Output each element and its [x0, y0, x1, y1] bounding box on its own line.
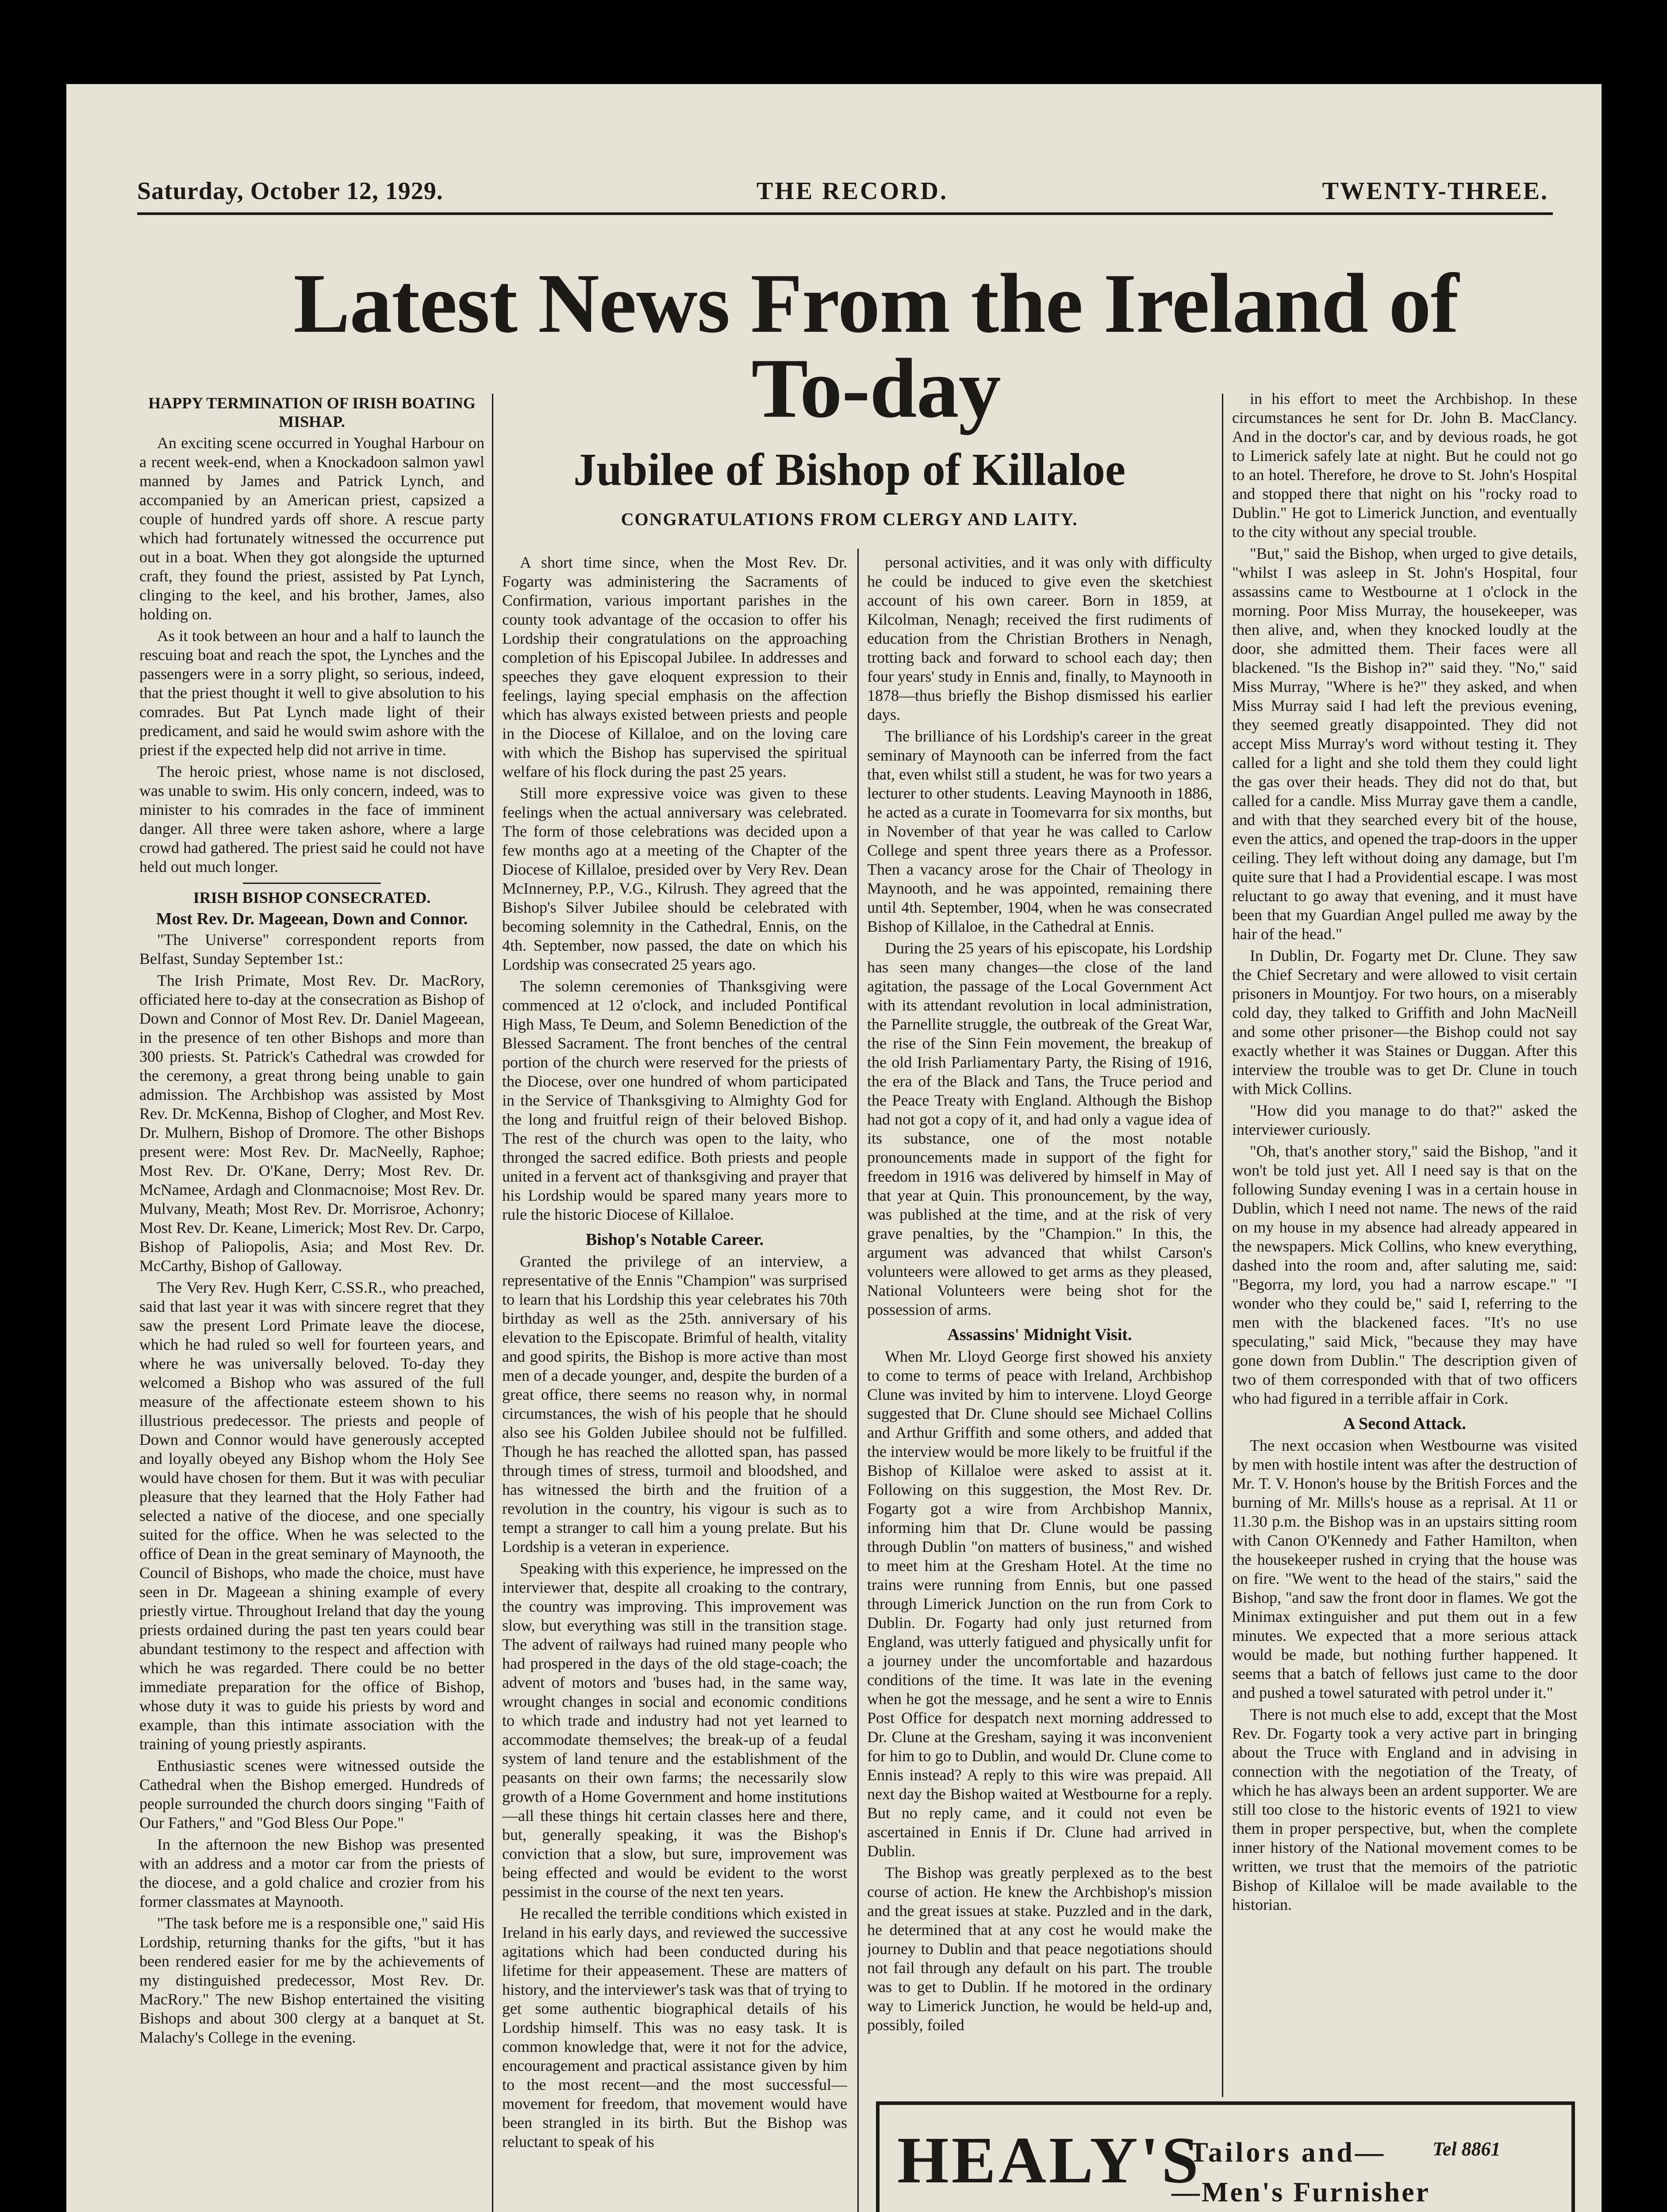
jubilee-paragraph: There is not much else to add, except that the Most Rev. Dr. Fogarty took a very active part in bringing about the Truce with England and in advising in connection with the negotiation of the Treaty, of which he has always been an ardent supporter. We are still too close to the historic events of 1921 to view them in proper perspective, but, when the complete inner history of the National movement comes to be written, we trust that the memoirs of the patriotic Bishop of Killaloe will be made available to the historian. [1232, 1705, 1577, 1913]
jubilee-paragraph: When Mr. Lloyd George first showed his anxiety to come to terms of peace with Ireland, Archbishop Clune was invited by him to intervene. Lloyd George suggested that Dr. Clune should see Michael Collins and Arthur Griffith and some others, and added that the interview would be more likely to be fruitful if the Bishop of Killaloe were asked to assist at it. Following on this suggestion, the Most Rev. Dr. Fogarty got a wire from Archbishop Mannix, informing him that Dr. Clune would be passing through Dublin "on matters of business," and wished to meet him at the Gresham Hotel. At the time no trains were running from Ennis, but one passed through Limerick Junction on the run from Cork to Dublin. Dr. Fogarty had only just returned from England, was utterly fatigued and physically unfit for a journey under the uncomfortable and hazardous conditions of the time. It was late in the evening when he got the message, and he sent a wire to Ennis Post Office for despatch next morning addressed to Dr. Clune at the Gresham, saying it was inconvenient for him to go to Dublin, and would Dr. Clune come to Ennis instead? A reply to this wire was prepaid. All next day the Bishop waited at Westbourne for a reply. But no reply came, and it could not even be ascertained in Ennis if Dr. Clune had arrived in Dublin. [867, 1348, 1212, 1860]
mishap-heading: HAPPY TERMINATION OF IRISH BOATING MISHAP. [148, 394, 476, 430]
healys-advertisement [876, 2101, 1575, 2212]
jubilee-paragraph: The brilliance of his Lordship's career in the great seminary of Maynooth can be inferred from the fact that, even whilst still a student, he was for two years a lecturer to other students. Leaving Maynooth in 1886, he acted as a curate in Toomevarra for six months, but in November of that year he was called to Carlow College and spent three years there as a Professor. Then a vacancy arose for the Chair of Theology in Maynooth, and he was appointed, remaining there until 4th. September, 1904, when he was consecrated Bishop of Killaloe, in the Cathedral at Ennis. [867, 727, 1212, 935]
header-rule [137, 212, 1553, 215]
jubilee-paragraph: The Bishop was greatly perplexed as to the best course of action. He knew the Archbishop's mission and the great issues at stake. Puzzled and in the dark, he determined that at any cost he would make the journey to Dublin and that peace negotiations should not fail through any default on his part. The trouble was to get to Dublin. If he motored in the ordinary way to Limerick Junction, he would be held-up and, possibly, foiled [867, 1864, 1212, 2034]
consecrated-paragraph: The Irish Primate, Most Rev. Dr. MacRory, officiated here to-day at the consecration as Bishop of Down and Connor of Most Rev. Dr. Daniel Mageean, in the presence of ten other Bishops and more than 300 priests. St. Patrick's Cathedral was crowded for the ceremony, a great throng being unable to gain admission. The Archbishop was assisted by Most Rev. Dr. McKenna, Bishop of Clogher, and Most Rev. Dr. Mulhern, Bishop of Dromore. The other Bishops present were: Most Rev. Dr. MacNeelly, Raphoe; Most Rev. Dr. O'Kane, Derry; Most Rev. Dr. McNamee, Ardagh and Clonmacnoise; Most Rev. Dr. Mulvany, Meath; Most Rev. Dr. Morrisroe, Achonry; Most Rev. Dr. Keane, Limerick; Most Rev. Dr. Carpo, Bishop of Paliopolis, Asia; and Most Rev. Dr. McCarthy, Bishop of Galloway. [139, 972, 484, 1275]
consecrated-subheading: Most Rev. Dr. Mageean, Down and Connor. [156, 910, 468, 928]
jubilee-paragraph: in his effort to meet the Archbishop. In these circumstances he sent for Dr. John B. MacClancy. And in the doctor's car, and by devious roads, he got to Limerick safely late at night. But he could not go to an hotel. Therefore, he drove to St. John's Hospital and stopped there that night on his "rocky road to Dublin." He got to Limerick Junction, and eventually to the city without any special trouble. [1232, 390, 1577, 541]
jubilee-paragraph: "Oh, that's another story," said the Bishop, "and it won't be told just yet. All I need say is that on the following Sunday evening I was in a certain house in Dublin, which I need not name. The news of the raid on my house in my absence had already appeared in the newspapers. Mick Collins, who knew everything, dashed into the room and, after saluting me, said: "Begorra, my lord, you had a narrow escape." "I wonder who they could be," said I, referring to the men with the blackened faces. "It's no use speculating," said Mick, "because they may have gone down from Dublin." The description given of two of them corresponded with that of two officers who had figured in a terrible affair in Cork. [1232, 1142, 1577, 1407]
column-2 [502, 553, 847, 2212]
consecrated-paragraph: Enthusiastic scenes were witnessed outside the Cathedral when the Bishop emerged. Hundreds of people surrounded the church doors singing "Faith of Our Fathers," and "God Bless Our Pope." [139, 1757, 484, 1832]
jubilee-paragraph: He recalled the terrible conditions which existed in Ireland in his early days, and reviewed the successive agitations which had been conducted during his lifetime for their appeasement. These are matters of history, and the interviewer's task was that of trying to get some authentic biographical details of his Lordship himself. This was no easy task. It is common knowledge that, were it not for the advice, encouragement and practical assistance given by him to the most recent—and the most successful—movement for freedom, that movement would have been strangled in its birth. But the Bishop was reluctant to speak of his [502, 1905, 847, 2151]
advert-line-furnisher: —Men's Furnisher [1172, 2176, 1430, 2208]
jubilee-paragraph: A short time since, when the Most Rev. Dr. Fogarty was administering the Sacraments of Confirmation, various important parishes in the county took advantage of the occasion to offer his Lordship their congratulations on the approaching completion of his Episcopal Jubilee. In addresses and speeches they gave eloquent expression to their feelings, laying special emphasis on the affection which has always existed between priests and people in the Diocese of Killaloe, and on the loving care with which the Bishop has supervised the spiritual welfare of his flock during the past 25 years. [502, 553, 847, 780]
article-separator [243, 883, 381, 884]
jubilee-paragraph: The next occasion when Westbourne was visited by men with hostile intent was after the destruction of Mr. T. V. Honon's house by the British Forces and the burning of Mr. Mills's house as a reprisal. At 11 or 11.30 p.m. the Bishop was in an upstairs sitting room with Canon O'Kennedy and Father Hamilton, when the housekeeper rushed in crying that the house was on fire. "We went to the head of the stairs," said the Bishop, "and saw the front door in flames. We got the Minimax extinguisher and put them out in a few minutes. We expected that a more serious attack would be made, but nothing further happened. It seems that a batch of fellows just came to the door and pushed a towel saturated with petrol under it." [1232, 1436, 1577, 1701]
column-4 [1232, 389, 1577, 2097]
masthead: THE RECORD. [757, 177, 948, 205]
advert-telephone: Tel 8861 [1433, 2138, 1501, 2160]
jubilee-subtitle: CONGRATULATIONS FROM CLERGY AND LAITY. [621, 509, 1078, 529]
mishap-paragraph: The heroic priest, whose name is not disclosed, was unable to swim. His only concern, indeed, was to minister to his comrades in the face of imminent danger. All three were taken ashore, where a large crowd had gathered. The priest said he could not have held out much longer. [139, 763, 484, 876]
jubilee-paragraph: "How did you manage to do that?" asked the interviewer curiously. [1232, 1102, 1577, 1138]
jubilee-paragraph: personal activities, and it was only with difficulty he could be induced to give even the sketchiest account of his own career. Born in 1859, at Kilcolman, Nenagh; received the first rudiments of education from the Christian Brothers in Nenagh, trotting back and forward to school each day; then four years' study in Ennis and, finally, to Maynooth in 1878—thus briefly the Bishop dismissed his earlier days. [867, 553, 1212, 723]
consecrated-paragraph: "The task before me is a responsible one," said His Lordship, returning thanks for the gifts, "but it has been rendered easier for me by the achievements of my distinguished predecessor, Most Rev. Dr. MacRory." The new Bishop entertained the visiting Bishops and about 300 clergy at a banquet at St. Malachy's College in the evening. [139, 1914, 484, 2046]
advert-line-tailors: Tailors and— [1189, 2136, 1386, 2168]
jubilee-paragraph: During the 25 years of his episcopate, his Lordship has seen many changes—the close of the land agitation, the passage of the Local Government Act with its attendant revolution in local administration, the Parnellite struggle, the outbreak of the Great War, the rise of the Sinn Fein movement, the breakup of the old Irish Parliamentary Party, the Rising of 1916, the era of the Black and Tans, the Truce period and the Peace Treaty with England. Although the Bishop had not got a copy of it, and had only a vague idea of its substance, one of the most notable pronouncements made in support of the fight for freedom in 1916 was delivered by himself in May of that year at Quin. This pronouncement, by the way, was published at the time, and at the risk of very grave penalties, by the "Champion." In this, the argument was advanced that whilst Carson's volunteers were allowed to get arms as they pleased, National Volunteers were being shot for the possession of arms. [867, 939, 1212, 1318]
advert-name: HEALY'S [897, 2124, 1201, 2197]
column-rule [857, 549, 859, 2212]
consecrated-paragraph: "The Universe" correspondent reports from Belfast, Sunday September 1st.: [139, 931, 484, 968]
jubilee-paragraph: Granted the privilege of an interview, a representative of the Ennis "Champion" was surprised to learn that his Lordship this year celebrates his 70th birthday as well as the 25th. anniversary of his elevation to the Episcopate. Brimful of health, vitality and good spirits, the Bishop is more active than most men of a decade younger, and, despite the burden of a great office, there seems no reason why, in normal circumstances, the wish of his people that he should also see his Golden Jubilee should not be fulfilled. Though he has reached the allotted span, has passed through times of stress, turmoil and bloodshed, and has witnessed the birth and the fruition of a revolution in the country, his vigour is such as to tempt a stranger to call him a young prelate. But his Lordship is a veteran in experience. [502, 1252, 847, 1555]
page-number: TWENTY-THREE. [1322, 177, 1548, 205]
jubilee-paragraph: Still more expressive voice was given to these feelings when the actual anniversary was celebrated. The form of those celebrations was decided upon a few months ago at a meeting of the Chapter of the Diocese of Killaloe, presided over by Very Rev. Dean McInnerney, P.P., V.G., Kilrush. They agreed that the Bishop's Silver Jubilee should be celebrated with becoming solemnity in the Cathedral, Ennis, on the 4th. September, now passed, the date on which his Lordship was consecrated 25 years ago. [502, 784, 847, 973]
mishap-paragraph: As it took between an hour and a half to launch the rescuing boat and reach the spot, the Lynches and the passengers were in a sorry plight, so serious, indeed, that the priest thought it well to give absolution to his comrades. But Pat Lynch made light of their predicament, and said he would swim ashore with the priest if the expected help did not arrive in time. [139, 627, 484, 759]
consecrated-paragraph: The Very Rev. Hugh Kerr, C.SS.R., who preached, said that last year it was with sincere regret that they saw the present Lord Primate leave the diocese, which he had ruled so well for fourteen years, and where he was universally beloved. To-day they welcomed a Bishop who was assured of the full measure of the affectionate esteem shown to his illustrious predecessor. The priests and people of Down and Connor would have generously accepted and loyally obeyed any Bishop whom the Holy See would have chosen for them. But it was with peculiar pleasure that they learned that the Holy Father had selected a native of the diocese, and one specially suited for the office. When he was selected to the office of Dean in the great seminary of Maynooth, the Council of Bishops, who made the choice, must have seen in Dr. Mageean a shining example of every priestly virtue. Throughout Ireland that day the young priests ordained during the past ten years could bear abundant testimony to the respect and affection with which he was regarded. There could be no better immediate preparation for the office of Bishop, whose duty it was to guide his priests by word and example, than this intimate association with the training of young priestly aspirants. [139, 1279, 484, 1753]
jubilee-paragraph: In Dublin, Dr. Fogarty met Dr. Clune. They saw the Chief Secretary and were allowed to visit certain prisoners in Mountjoy. For two hours, on a miserably cold day, they talked to Griffith and John MacNeill and some other prisoner—the Bishop could not say exactly whether it was Staines or Duggan. After this interview the trouble was to get Dr. Clune in touch with Mick Collins. [1232, 947, 1577, 1098]
jubilee-paragraph: "But," said the Bishop, when urged to give details, "whilst I was asleep in St. John's Hospital, four assassins came to Westbourne at 1 o'clock in the morning. Poor Miss Murray, the housekeeper, was then alive, and, when they knocked loudly at the door, she admitted them. Their faces were all blackened. "Is the Bishop in?" said they. "No," said Miss Murray, "Where is he?" they asked, and when Miss Murray said I had left the previous evening, they seemed greatly disappointed. They did not accept Miss Murray's word without testing it. They called for a light and she told them they could light the gas over their heads. They did not do that, but called for a candle. Miss Murray gave them a candle, and with that they searched every bit of the house, even the attics, and opened the trap-doors in the upper ceiling. They left without doing any damage, but I'm quite sure that I had a Providential escape. I was most reluctant to go away that evening, and it must have been that my Guardian Angel pulled me away by the hair of the head." [1232, 545, 1577, 943]
attack-heading: A Second Attack. [1343, 1414, 1466, 1433]
column-1 [139, 389, 484, 2212]
newspaper-page [66, 84, 1602, 2212]
consecrated-paragraph: In the afternoon the new Bishop was presented with an address and a motor car from the priests of the diocese, and a gold chalice and crozier from his former classmates at Maynooth. [139, 1836, 484, 1910]
jubilee-paragraph: Speaking with this experience, he impressed on the interviewer that, despite all croaking to the contrary, the country was improving. This improvement was slow, but everything was still in the transition stage. The advent of railways had ruined many people who had prospered in the days of the old stage-coach; the advent of motors and 'buses had, in the same way, wrought changes in social and economic conditions to which trade and industry had not yet learned to accommodate themselves; the break-up of a feudal system of land tenure and the establishment of the peasants on their own farms; the necessarily slow growth of a Home Government and home institutions—all these things hit certain classes here and there, but, generally speaking, it was the Bishop's conviction that a slow, but sure, improvement was being effected and would be evident to the worst pessimist in the course of the next ten years. [502, 1559, 847, 1901]
mishap-paragraph: An exciting scene occurred in Youghal Harbour on a recent week-end, when a Knockadoon salmon yawl manned by James and Patrick Lynch, and accompanied by an American priest, capsized a couple of hundred yards off shore. A rescue party which had fortunately witnessed the occurrence put out in a boat. When they got alongside the upturned craft, they found the priest, assisted by Pat Lynch, clinging to the keel, and his brother, James, also holding on. [139, 434, 484, 623]
column-rule [492, 394, 493, 2212]
career-heading: Bishop's Notable Career. [585, 1230, 764, 1249]
column-rule [1222, 394, 1223, 2097]
issue-date: Saturday, October 12, 1929. [137, 177, 443, 205]
jubilee-paragraph: The solemn ceremonies of Thanksgiving were commenced at 12 o'clock, and included Pontifical High Mass, Te Deum, and Solemn Benediction of the Blessed Sacrament. The front benches of the central portion of the church were reserved for the priests of the Diocese, over one hundred of whom participated in the Service of Thanksgiving to Almighty God for the long and fruitful reign of their beloved Bishop. The rest of the church was open to the laity, who thronged the sacred edifice. Both priests and people united in a fervent act of thanksgiving and prayer that his Lordship would be spared many years more to rule the historic Diocese of Killaloe. [502, 977, 847, 1223]
consecrated-heading: IRISH BISHOP CONSECRATED. [193, 889, 431, 906]
visit-heading: Assassins' Midnight Visit. [947, 1325, 1132, 1344]
column-3 [867, 553, 1212, 2084]
page-headline: Latest News From the Ireland of To-day [293, 256, 1459, 435]
jubilee-title: Jubilee of Bishop of Killaloe [573, 444, 1126, 495]
